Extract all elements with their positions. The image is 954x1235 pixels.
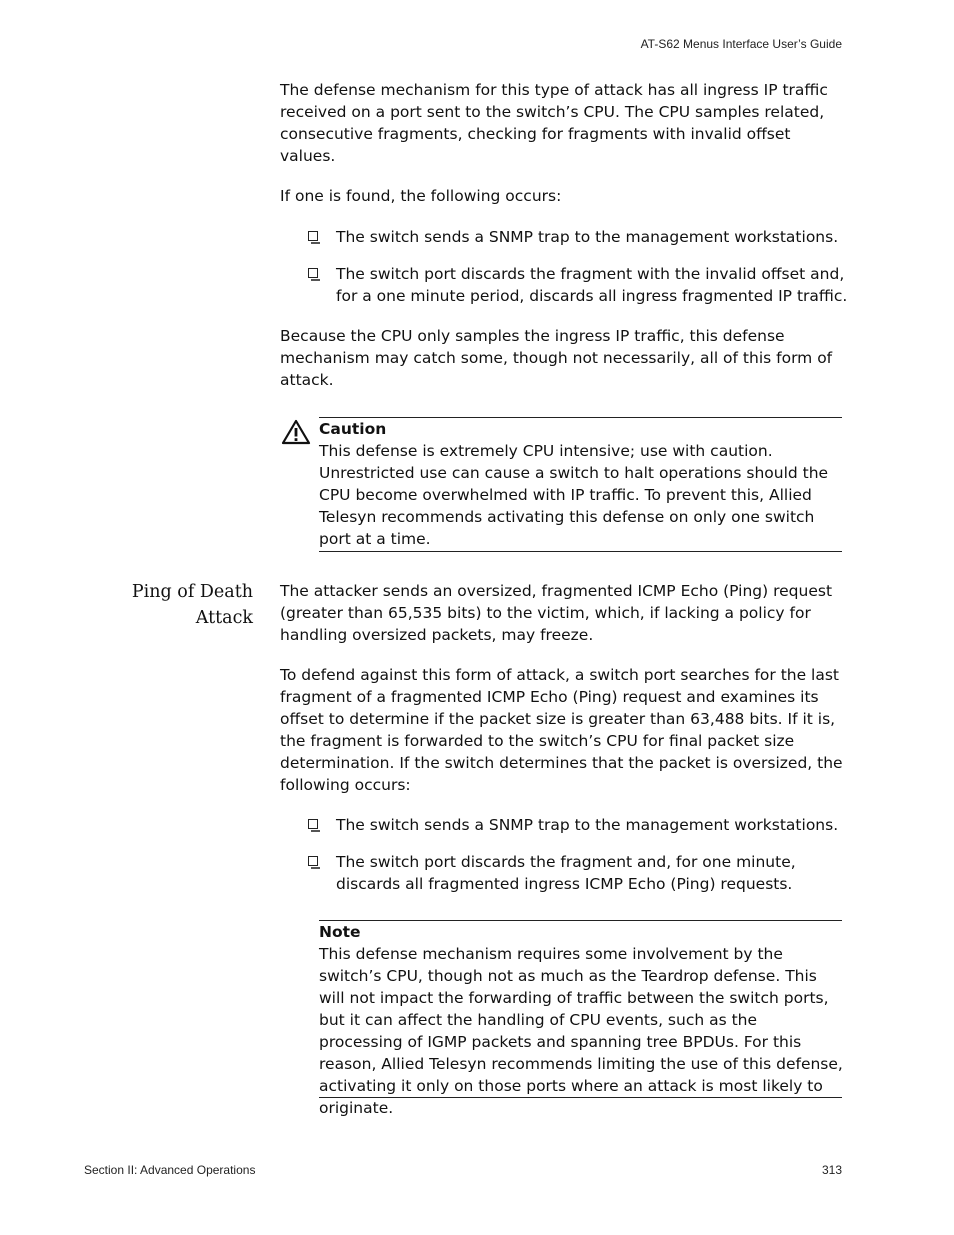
- list-item: [308, 851, 848, 895]
- warning-triangle-icon: [281, 419, 311, 445]
- page-number: 313: [821, 1163, 842, 1177]
- section-heading-line-1: Ping of Death: [131, 582, 253, 602]
- footer-section: Section II: Advanced Operations: [84, 1163, 256, 1177]
- checkbox-bullet-icon: [308, 819, 318, 829]
- checkbox-bullet-icon: [308, 856, 318, 866]
- note-body: This defense mechanism requires some involvement by the switch’s CPU, though not as much as the Teardrop defense. This will not impact the forwarding of traffic between the switch ports, but it can affect the handling of CPU events, such as the processing of IGMP packets and spanning tree BPDUs. For this reason, Allied Telesyn recommends limiting the use of this defense, activating it only on those ports where an attack is most likely to originate.: [319, 945, 843, 1117]
- section-heading-line-2: Attack: [195, 608, 253, 628]
- list-item-text: The switch port discards the fragment with the invalid offset and, for a one minute period, discards all ingress fragmented IP traffic.: [336, 265, 848, 305]
- caution-top-rule: [319, 417, 842, 418]
- note-top-rule: [319, 920, 842, 921]
- list-item-text: The switch sends a SNMP trap to the management workstations.: [336, 816, 839, 834]
- note-bottom-rule: [319, 1097, 842, 1098]
- intro-paragraph-1: The defense mechanism for this type of attack has all ingress IP traffic received on a port sent to the switch’s CPU. The CPU samples related, consecutive fragments, checking for fragments with invalid offset values.: [280, 81, 828, 165]
- intro-paragraph-2: If one is found, the following occurs:: [280, 187, 562, 205]
- list-item: [308, 263, 848, 307]
- caution-bottom-rule: [319, 551, 842, 552]
- caution-title: Caution: [319, 420, 387, 438]
- section-paragraph-2: To defend against this form of attack, a switch port searches for the last fragment of a fragmented ICMP Echo (Ping) request and examines its offset to determine if the packet size is greater than 63,488 bits. If it is, the fragment is forwarded to the switch’s CPU for final packet size determination. If the switch determines that the packet is oversized, the following occurs:: [280, 666, 843, 794]
- list-item: [308, 814, 848, 836]
- caution-body: This defense is extremely CPU intensive; use with caution. Unrestricted use can cause a switch to halt operations should the CPU become overwhelmed with IP traffic. To prevent this, Allied Telesyn recommends activating this defense on only one switch port at a time.: [319, 442, 829, 548]
- list-item-text: The switch sends a SNMP trap to the management workstations.: [336, 228, 839, 246]
- section-paragraph-1: The attacker sends an oversized, fragmented ICMP Echo (Ping) request (greater than 65,535 bits) to the victim, which, if lacking a policy for handling oversized packets, may freeze.: [280, 582, 833, 644]
- list-item: [308, 226, 848, 248]
- intro-paragraph-3: Because the CPU only samples the ingress IP traffic, this defense mechanism may catch some, though not necessarily, all of this form of attack.: [280, 327, 833, 389]
- list-item-text: The switch port discards the fragment and, for one minute, discards all fragmented ingress ICMP Echo (Ping) requests.: [336, 853, 796, 893]
- section-heading: [132, 579, 253, 631]
- checkbox-bullet-icon: [308, 231, 318, 241]
- running-header: AT-S62 Menus Interface User’s Guide: [640, 37, 842, 51]
- checkbox-bullet-icon: [308, 268, 318, 278]
- note-title: Note: [319, 923, 361, 941]
